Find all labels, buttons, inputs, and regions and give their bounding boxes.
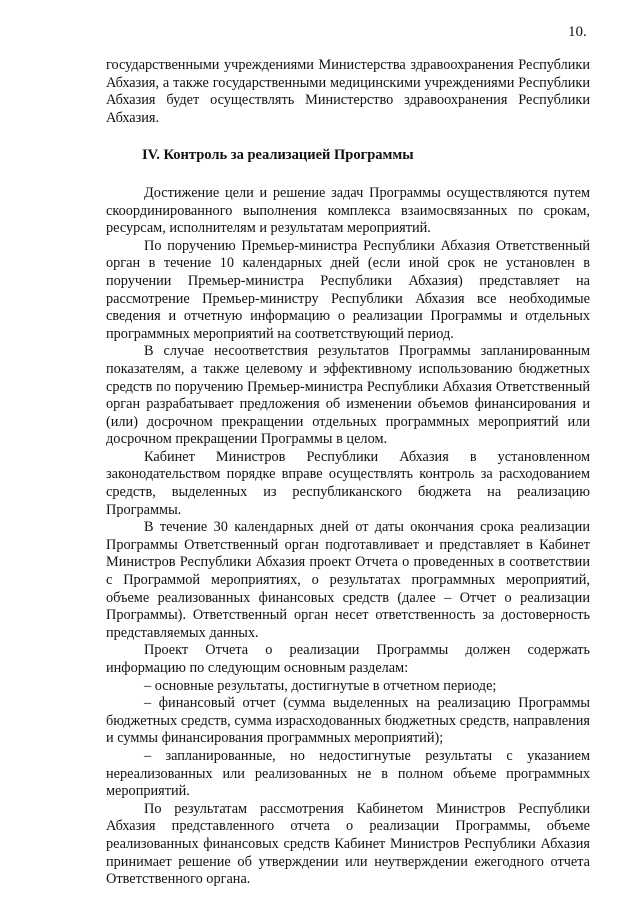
document-body <box>106 57 590 889</box>
paragraph: По результатам рассмотрения Кабинетом Министров Республики Абхазия представленного отчета о реализации Программы, объеме реализованных финансовых средств Кабинет Министров Республики Абхазия принимает решение об утверждении или неутверждении ежегодного отчета Ответственного органа. <box>106 800 590 888</box>
section-title: IV. Контроль за реализацией Программы <box>142 147 414 164</box>
paragraph: государственными учреждениями Министерства здравоохранения Республики Абхазия, а также государственными медицинскими учреждениями Республики Абхазия будет осуществлять Министерство здравоохранения Республики Абхазия. <box>106 57 590 126</box>
paragraph: По поручению Премьер-министра Республики Абхазия Ответственный орган в течение 10 календарных дней (если иной срок не установлен в поручении Премьер-министра Республики Абхазия) представляет на рассмотрение Премьер-министру Республики Абхазия все необходимые сведения и отчетную информацию о реализации Программы и отдельных программных мероприятий на соответствующий период. <box>106 237 590 342</box>
paragraph: Достижение цели и решение задач Программы осуществляются путем скоординированного выполнения комплекса взаимосвязанных по срокам, ресурсам, исполнителям и результатам мероприятий. <box>106 184 590 237</box>
paragraph: В случае несоответствия результатов Программы запланированным показателям, а также целевому и эффективному использованию бюджетных средств по поручению Премьер-министра Республики Абхазия Ответственный орган разрабатывает предложения об изменении объемов финансирования и (или) досрочном прекращении отдельных программных мероприятий или досрочном прекращении Программы в целом. <box>106 343 590 448</box>
paragraph: Кабинет Министров Республики Абхазия в установленном законодательством порядке вправе осуществлять контроль за расходованием средств, выделенных из республиканского бюджета на реализацию Программы. <box>106 448 590 518</box>
page-number: 10. <box>568 24 587 40</box>
list-item: – запланированные, но недостигнутые результаты с указанием нереализованных или реализованных не в полном объеме программных мероприятий. <box>106 747 590 800</box>
paragraph: В течение 30 календарных дней от даты окончания срока реализации Программы Ответственный орган подготавливает и представляет в Кабинет Министров Республики Абхазия проект Отчета о проведенных в соответствии с Программой мероприятиях, о результатах программных мероприятий, объеме реализованных финансовых средств (далее – Отчет о реализации Программы). Ответственный орган несет ответственность за достоверность представляемых данных. <box>106 519 590 641</box>
paragraph: Проект Отчета о реализации Программы должен содержать информацию по следующим основным разделам: <box>106 642 590 676</box>
list-item: – финансовый отчет (сумма выделенных на реализацию Программы бюджетных средств, сумма израсходованных бюджетных средств, направления и суммы финансирования программных мероприятий); <box>106 695 590 747</box>
list-item: – основные результаты, достигнутые в отчетном периоде; <box>144 677 497 694</box>
